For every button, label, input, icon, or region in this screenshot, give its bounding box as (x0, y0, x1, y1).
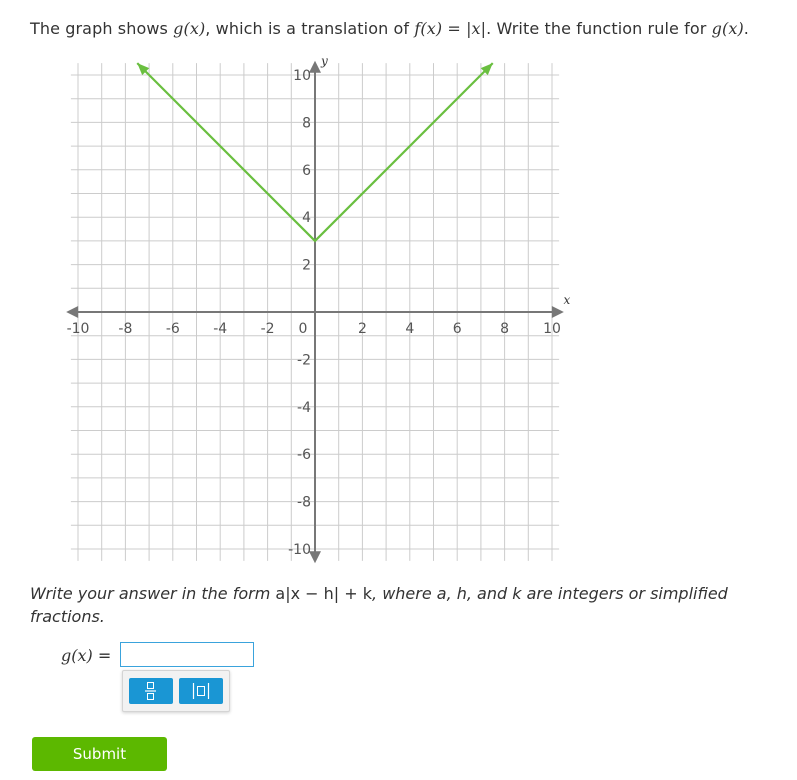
x-tick-label: -10 (66, 321, 90, 337)
absolute-value-button[interactable] (179, 678, 223, 704)
submit-button[interactable]: Submit (32, 737, 167, 771)
y-tick-label: -2 (297, 352, 311, 369)
y-tick-label: -4 (297, 399, 311, 416)
coordinate-graph (58, 58, 578, 570)
x-tick-label: 2 (357, 321, 367, 337)
absolute-value-icon (179, 678, 223, 704)
y-tick-label: 6 (302, 162, 311, 179)
x-tick-label: 4 (405, 321, 415, 337)
y-tick-label: -8 (297, 494, 311, 511)
x-axis-label: x (563, 293, 571, 307)
answer-label: g(x) = (61, 646, 112, 665)
y-tick-label: 2 (302, 257, 311, 274)
axes (66, 58, 570, 563)
answer-form-expression: a|x − h| + k (275, 584, 373, 603)
f-of-x: f(x) = |x| (414, 19, 487, 38)
x-tick-label: -2 (260, 321, 275, 337)
x-tick-label: 8 (500, 321, 510, 337)
x-axis-arrow-left (66, 306, 78, 318)
x-tick-label: 6 (452, 321, 462, 337)
y-tick-label: 10 (293, 68, 311, 84)
y-tick-label: -10 (288, 542, 311, 558)
answer-input[interactable] (120, 642, 254, 667)
x-tick-label: -6 (165, 321, 180, 337)
g-of-x-2: g(x) (711, 19, 744, 38)
question-text: The graph shows g(x), which is a translation of f(x) = |x|. Write the function rule for g(x). (30, 19, 749, 38)
y-axis-label: y (321, 58, 328, 69)
y-tick-label: -6 (297, 447, 311, 464)
y-tick-label: 8 (302, 115, 311, 132)
fraction-button[interactable] (129, 678, 173, 704)
g-of-x: g(x) (173, 19, 206, 38)
x-tick-label: 0 (298, 321, 308, 337)
x-tick-label: -8 (118, 321, 133, 337)
x-axis-arrow-right (552, 306, 564, 318)
math-keypad (122, 670, 230, 712)
y-tick-label: 4 (302, 210, 311, 227)
x-tick-label: -4 (213, 321, 228, 337)
x-tick-label: 10 (543, 321, 561, 337)
fraction-icon (129, 678, 173, 704)
answer-instructions: Write your answer in the form a|x − h| + k, where a, h, and k are integers or simplified fractions. (30, 584, 728, 626)
